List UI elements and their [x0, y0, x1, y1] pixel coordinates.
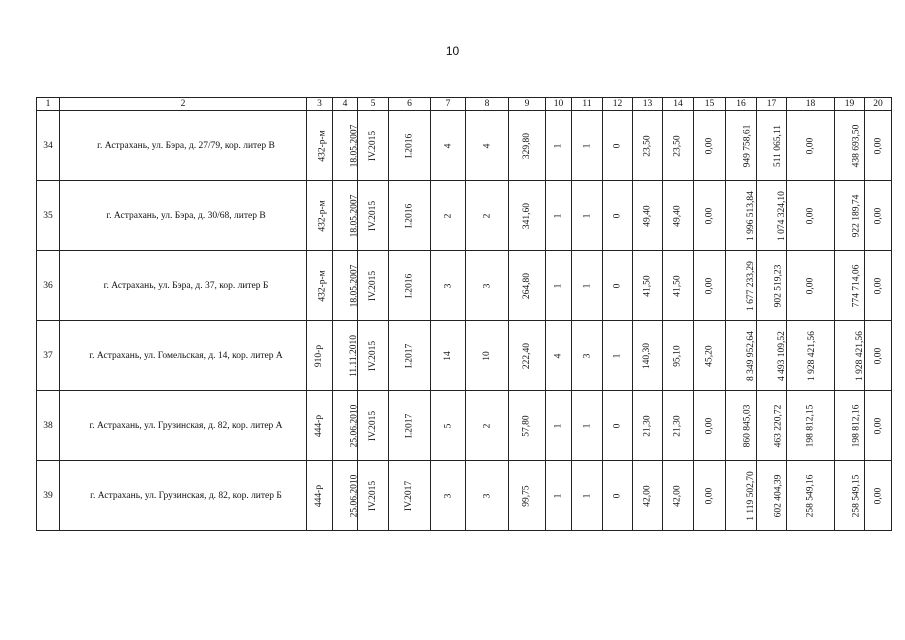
- column-header: 20: [865, 98, 892, 111]
- table-cell: [633, 111, 663, 181]
- table-row: [37, 111, 892, 181]
- table-cell: [358, 251, 389, 321]
- row-number-cell: 35: [37, 181, 60, 251]
- table-cell: [358, 391, 389, 461]
- table-cell: [509, 461, 546, 531]
- table-cell: [633, 181, 663, 251]
- cell-value: 0,00: [873, 137, 883, 154]
- cell-value: 18.05.2007: [349, 264, 360, 307]
- cell-value: 1: [553, 143, 564, 148]
- cell-value: 49,40: [673, 204, 683, 227]
- cell-value: 222,40: [522, 342, 532, 369]
- cell-value: 1: [553, 423, 564, 428]
- table-row: [37, 391, 892, 461]
- table-cell: [663, 111, 694, 181]
- cell-value: 1 074 324,10: [776, 190, 787, 241]
- table-cell: [333, 461, 358, 531]
- cell-value: 3: [482, 283, 492, 288]
- cell-value: IV.2015: [368, 480, 379, 511]
- table-cell: [787, 391, 835, 461]
- address-cell: г. Астрахань, ул. Бэра, д. 27/79, кор. литер В: [60, 111, 307, 181]
- cell-value: 2: [443, 213, 453, 218]
- cell-value: 0: [612, 213, 623, 218]
- column-header: 5: [358, 98, 389, 111]
- column-header: 3: [307, 98, 333, 111]
- column-header: 10: [546, 98, 572, 111]
- table-cell: [726, 181, 757, 251]
- table-cell: [333, 181, 358, 251]
- cell-value: 949 758,61: [742, 124, 753, 167]
- table-cell: [663, 181, 694, 251]
- table-cell: [572, 321, 603, 391]
- cell-value: 23,50: [673, 134, 683, 157]
- cell-value: 0: [612, 283, 623, 288]
- cell-value: 0,00: [704, 207, 715, 224]
- cell-value: 444-р: [314, 414, 325, 437]
- table-cell: [787, 251, 835, 321]
- cell-value: 25.06.2010: [349, 474, 360, 517]
- table-cell: [546, 181, 572, 251]
- table-cell: [546, 251, 572, 321]
- cell-value: 1 996 513,84: [745, 190, 756, 241]
- table-cell: [333, 251, 358, 321]
- table-cell: [694, 251, 726, 321]
- row-number-cell: 38: [37, 391, 60, 461]
- cell-value: 49,40: [642, 204, 653, 227]
- cell-value: 0: [612, 493, 623, 498]
- table-cell: [633, 391, 663, 461]
- cell-value: 1: [612, 353, 623, 358]
- table-cell: [603, 461, 633, 531]
- table-cell: [307, 391, 333, 461]
- cell-value: 41,50: [673, 274, 683, 297]
- cell-value: 1: [553, 283, 564, 288]
- table-cell: [603, 181, 633, 251]
- cell-value: 0,00: [873, 487, 883, 504]
- cell-value: 258 549,15: [851, 474, 862, 517]
- table-cell: [389, 321, 431, 391]
- table-cell: [757, 181, 787, 251]
- table-cell: [431, 181, 466, 251]
- cell-value: 21,30: [642, 414, 653, 437]
- table-cell: [431, 321, 466, 391]
- row-number-cell: 34: [37, 111, 60, 181]
- cell-value: 264,80: [522, 272, 532, 299]
- column-header: 18: [787, 98, 835, 111]
- table-cell: [307, 111, 333, 181]
- cell-value: 341,60: [522, 202, 532, 229]
- cell-value: 23,50: [642, 134, 653, 157]
- cell-value: 1 928 421,56: [806, 330, 817, 381]
- cell-value: 3: [443, 283, 453, 288]
- cell-value: 4: [443, 143, 453, 148]
- column-header: 2: [60, 98, 307, 111]
- table-cell: [757, 321, 787, 391]
- cell-value: 860 845,03: [742, 404, 753, 447]
- table-row: [37, 251, 892, 321]
- table-cell: [663, 391, 694, 461]
- column-header: 13: [633, 98, 663, 111]
- cell-value: 0,00: [873, 207, 883, 224]
- table-cell: [694, 321, 726, 391]
- table-row: [37, 321, 892, 391]
- cell-value: 432-р-м: [317, 269, 328, 302]
- cell-value: 198 812,15: [805, 404, 816, 447]
- table-cell: [757, 461, 787, 531]
- table-cell: [509, 111, 546, 181]
- cell-value: 910-р: [314, 344, 325, 367]
- table-cell: [726, 251, 757, 321]
- cell-value: 511 065,11: [773, 124, 784, 167]
- table-cell: [694, 461, 726, 531]
- table-cell: [572, 461, 603, 531]
- cell-value: 0,00: [873, 417, 883, 434]
- table-cell: [307, 321, 333, 391]
- table-cell: [546, 461, 572, 531]
- cell-value: 42,00: [673, 484, 683, 507]
- cell-value: 2: [482, 423, 492, 428]
- cell-value: 438 693,50: [851, 124, 862, 167]
- table-cell: [694, 391, 726, 461]
- table-cell: [835, 461, 865, 531]
- table-cell: [389, 181, 431, 251]
- cell-value: 0,00: [805, 277, 816, 294]
- column-header: 12: [603, 98, 633, 111]
- cell-value: 8 349 952,64: [745, 330, 756, 381]
- table-row: [37, 461, 892, 531]
- table-cell: [757, 111, 787, 181]
- cell-value: 42,00: [642, 484, 653, 507]
- cell-value: 2: [482, 213, 492, 218]
- cell-value: 198 812,16: [851, 404, 862, 447]
- table-cell: [787, 461, 835, 531]
- column-header: 1: [37, 98, 60, 111]
- table-cell: [509, 181, 546, 251]
- table-cell: [509, 391, 546, 461]
- table-cell: [603, 251, 633, 321]
- cell-value: 10: [482, 350, 492, 361]
- cell-value: 95,10: [673, 344, 683, 367]
- table-cell: [389, 391, 431, 461]
- register-table: [36, 97, 892, 531]
- cell-value: 0,00: [704, 417, 715, 434]
- table-cell: [757, 391, 787, 461]
- table-cell: [466, 461, 509, 531]
- table-cell: [546, 111, 572, 181]
- row-number-cell: 39: [37, 461, 60, 531]
- column-header: 8: [466, 98, 509, 111]
- cell-value: 602 404,39: [773, 474, 784, 517]
- cell-value: 0,00: [873, 277, 883, 294]
- cell-value: 18.05.2007: [349, 124, 360, 167]
- table-row: [37, 181, 892, 251]
- cell-value: 1 928 421,56: [854, 330, 865, 381]
- table-cell: [603, 391, 633, 461]
- cell-value: IV.2015: [368, 130, 379, 161]
- table-cell: [572, 391, 603, 461]
- table-cell: [835, 181, 865, 251]
- table-cell: [726, 461, 757, 531]
- table-cell: [307, 251, 333, 321]
- cell-value: 1: [582, 143, 592, 148]
- column-header: 6: [389, 98, 431, 111]
- cell-value: 41,50: [642, 274, 653, 297]
- cell-value: 4 493 109,52: [776, 330, 787, 381]
- table-cell: [466, 391, 509, 461]
- cell-value: 258 549,16: [805, 474, 816, 517]
- cell-value: 3: [482, 493, 492, 498]
- table-cell: [333, 321, 358, 391]
- cell-value: 1: [582, 493, 592, 498]
- table-cell: [835, 251, 865, 321]
- table-cell: [633, 461, 663, 531]
- column-header: 7: [431, 98, 466, 111]
- table-cell: [726, 321, 757, 391]
- table-cell: [466, 251, 509, 321]
- cell-value: IV.2015: [368, 410, 379, 441]
- cell-value: 0,00: [805, 137, 816, 154]
- table-cell: [865, 391, 892, 461]
- cell-value: 329,80: [522, 132, 532, 159]
- cell-value: 140,30: [642, 342, 653, 369]
- column-header: 4: [333, 98, 358, 111]
- cell-value: IV.2015: [368, 200, 379, 231]
- cell-value: 18.05.2007: [349, 194, 360, 237]
- cell-value: 4: [553, 353, 564, 358]
- table-cell: [663, 321, 694, 391]
- table-cell: [572, 111, 603, 181]
- table-cell: [663, 461, 694, 531]
- address-cell: г. Астрахань, ул. Грузинская, д. 82, кор. литер Б: [60, 461, 307, 531]
- table-cell: [572, 181, 603, 251]
- table-cell: [431, 391, 466, 461]
- cell-value: IV.2017: [404, 480, 415, 511]
- table-cell: [509, 321, 546, 391]
- cell-value: 45,20: [704, 344, 715, 367]
- table-cell: [865, 461, 892, 531]
- table-cell: [307, 181, 333, 251]
- cell-value: 0,00: [704, 487, 715, 504]
- cell-value: I.2017: [404, 343, 415, 368]
- cell-value: 1: [582, 213, 592, 218]
- table-cell: [431, 251, 466, 321]
- cell-value: 1 119 502,70: [745, 470, 756, 521]
- address-cell: г. Астрахань, ул. Грузинская, д. 82, кор. литер А: [60, 391, 307, 461]
- column-header: 9: [509, 98, 546, 111]
- cell-value: I.2016: [404, 203, 415, 228]
- column-header: 15: [694, 98, 726, 111]
- cell-value: 463 220,72: [773, 404, 784, 447]
- table-cell: [694, 111, 726, 181]
- cell-value: 0,00: [704, 137, 715, 154]
- table-cell: [466, 321, 509, 391]
- column-header: 17: [757, 98, 787, 111]
- table-cell: [546, 321, 572, 391]
- cell-value: IV.2015: [368, 340, 379, 371]
- column-header: 14: [663, 98, 694, 111]
- table-cell: [466, 111, 509, 181]
- table-cell: [358, 461, 389, 531]
- cell-value: 1: [553, 493, 564, 498]
- address-cell: г. Астрахань, ул. Бэра, д. 30/68, литер В: [60, 181, 307, 251]
- table-cell: [663, 251, 694, 321]
- table-cell: [865, 181, 892, 251]
- table-cell: [865, 251, 892, 321]
- cell-value: 1: [582, 283, 592, 288]
- cell-value: 774 714,06: [851, 264, 862, 307]
- table-cell: [466, 181, 509, 251]
- table-cell: [633, 321, 663, 391]
- table-cell: [572, 251, 603, 321]
- cell-value: 0,00: [704, 277, 715, 294]
- table-cell: [333, 111, 358, 181]
- table-cell: [787, 181, 835, 251]
- table-cell: [389, 251, 431, 321]
- table-cell: [865, 111, 892, 181]
- table-cell: [358, 181, 389, 251]
- table-cell: [389, 111, 431, 181]
- cell-value: I.2016: [404, 133, 415, 158]
- cell-value: I.2016: [404, 273, 415, 298]
- column-header: 19: [835, 98, 865, 111]
- address-cell: г. Астрахань, ул. Бэра, д. 37, кор. литер Б: [60, 251, 307, 321]
- table-cell: [546, 391, 572, 461]
- table-cell: [358, 321, 389, 391]
- cell-value: 4: [482, 143, 492, 148]
- cell-value: 25.06.2010: [349, 404, 360, 447]
- table-cell: [787, 111, 835, 181]
- header-row: [37, 98, 892, 111]
- row-number-cell: 36: [37, 251, 60, 321]
- cell-value: 0,00: [805, 207, 816, 224]
- table-cell: [787, 321, 835, 391]
- cell-value: 5: [443, 423, 453, 428]
- cell-value: 1: [582, 423, 592, 428]
- cell-value: 0: [612, 143, 623, 148]
- cell-value: 0: [612, 423, 623, 428]
- table-cell: [389, 461, 431, 531]
- table-cell: [757, 251, 787, 321]
- address-cell: г. Астрахань, ул. Гомельская, д. 14, кор. литер А: [60, 321, 307, 391]
- table-cell: [603, 111, 633, 181]
- cell-value: 14: [443, 350, 453, 361]
- cell-value: 432-р-м: [317, 199, 328, 232]
- table-cell: [509, 251, 546, 321]
- cell-value: 11.11.2010: [349, 334, 360, 377]
- cell-value: 1 677 233,29: [745, 260, 756, 311]
- cell-value: 902 519,23: [773, 264, 784, 307]
- table-cell: [835, 321, 865, 391]
- table-cell: [431, 111, 466, 181]
- row-number-cell: 37: [37, 321, 60, 391]
- cell-value: 922 189,74: [851, 194, 862, 237]
- table-cell: [431, 461, 466, 531]
- column-header: 16: [726, 98, 757, 111]
- cell-value: 99,75: [522, 484, 532, 507]
- table-cell: [726, 111, 757, 181]
- cell-value: 432-р-м: [317, 129, 328, 162]
- table-cell: [307, 461, 333, 531]
- table-cell: [726, 391, 757, 461]
- cell-value: 1: [553, 213, 564, 218]
- cell-value: 57,80: [522, 414, 532, 437]
- table-cell: [694, 181, 726, 251]
- cell-value: 3: [582, 353, 592, 358]
- column-header: 11: [572, 98, 603, 111]
- table-cell: [835, 111, 865, 181]
- page-number: 10: [445, 44, 460, 58]
- cell-value: 3: [443, 493, 453, 498]
- cell-value: IV.2015: [368, 270, 379, 301]
- table-cell: [835, 391, 865, 461]
- table-cell: [865, 321, 892, 391]
- table-cell: [633, 251, 663, 321]
- cell-value: 0,00: [873, 347, 883, 364]
- table-cell: [358, 111, 389, 181]
- table-cell: [603, 321, 633, 391]
- cell-value: 21,30: [673, 414, 683, 437]
- table-cell: [333, 391, 358, 461]
- cell-value: I.2017: [404, 413, 415, 438]
- cell-value: 444-р: [314, 484, 325, 507]
